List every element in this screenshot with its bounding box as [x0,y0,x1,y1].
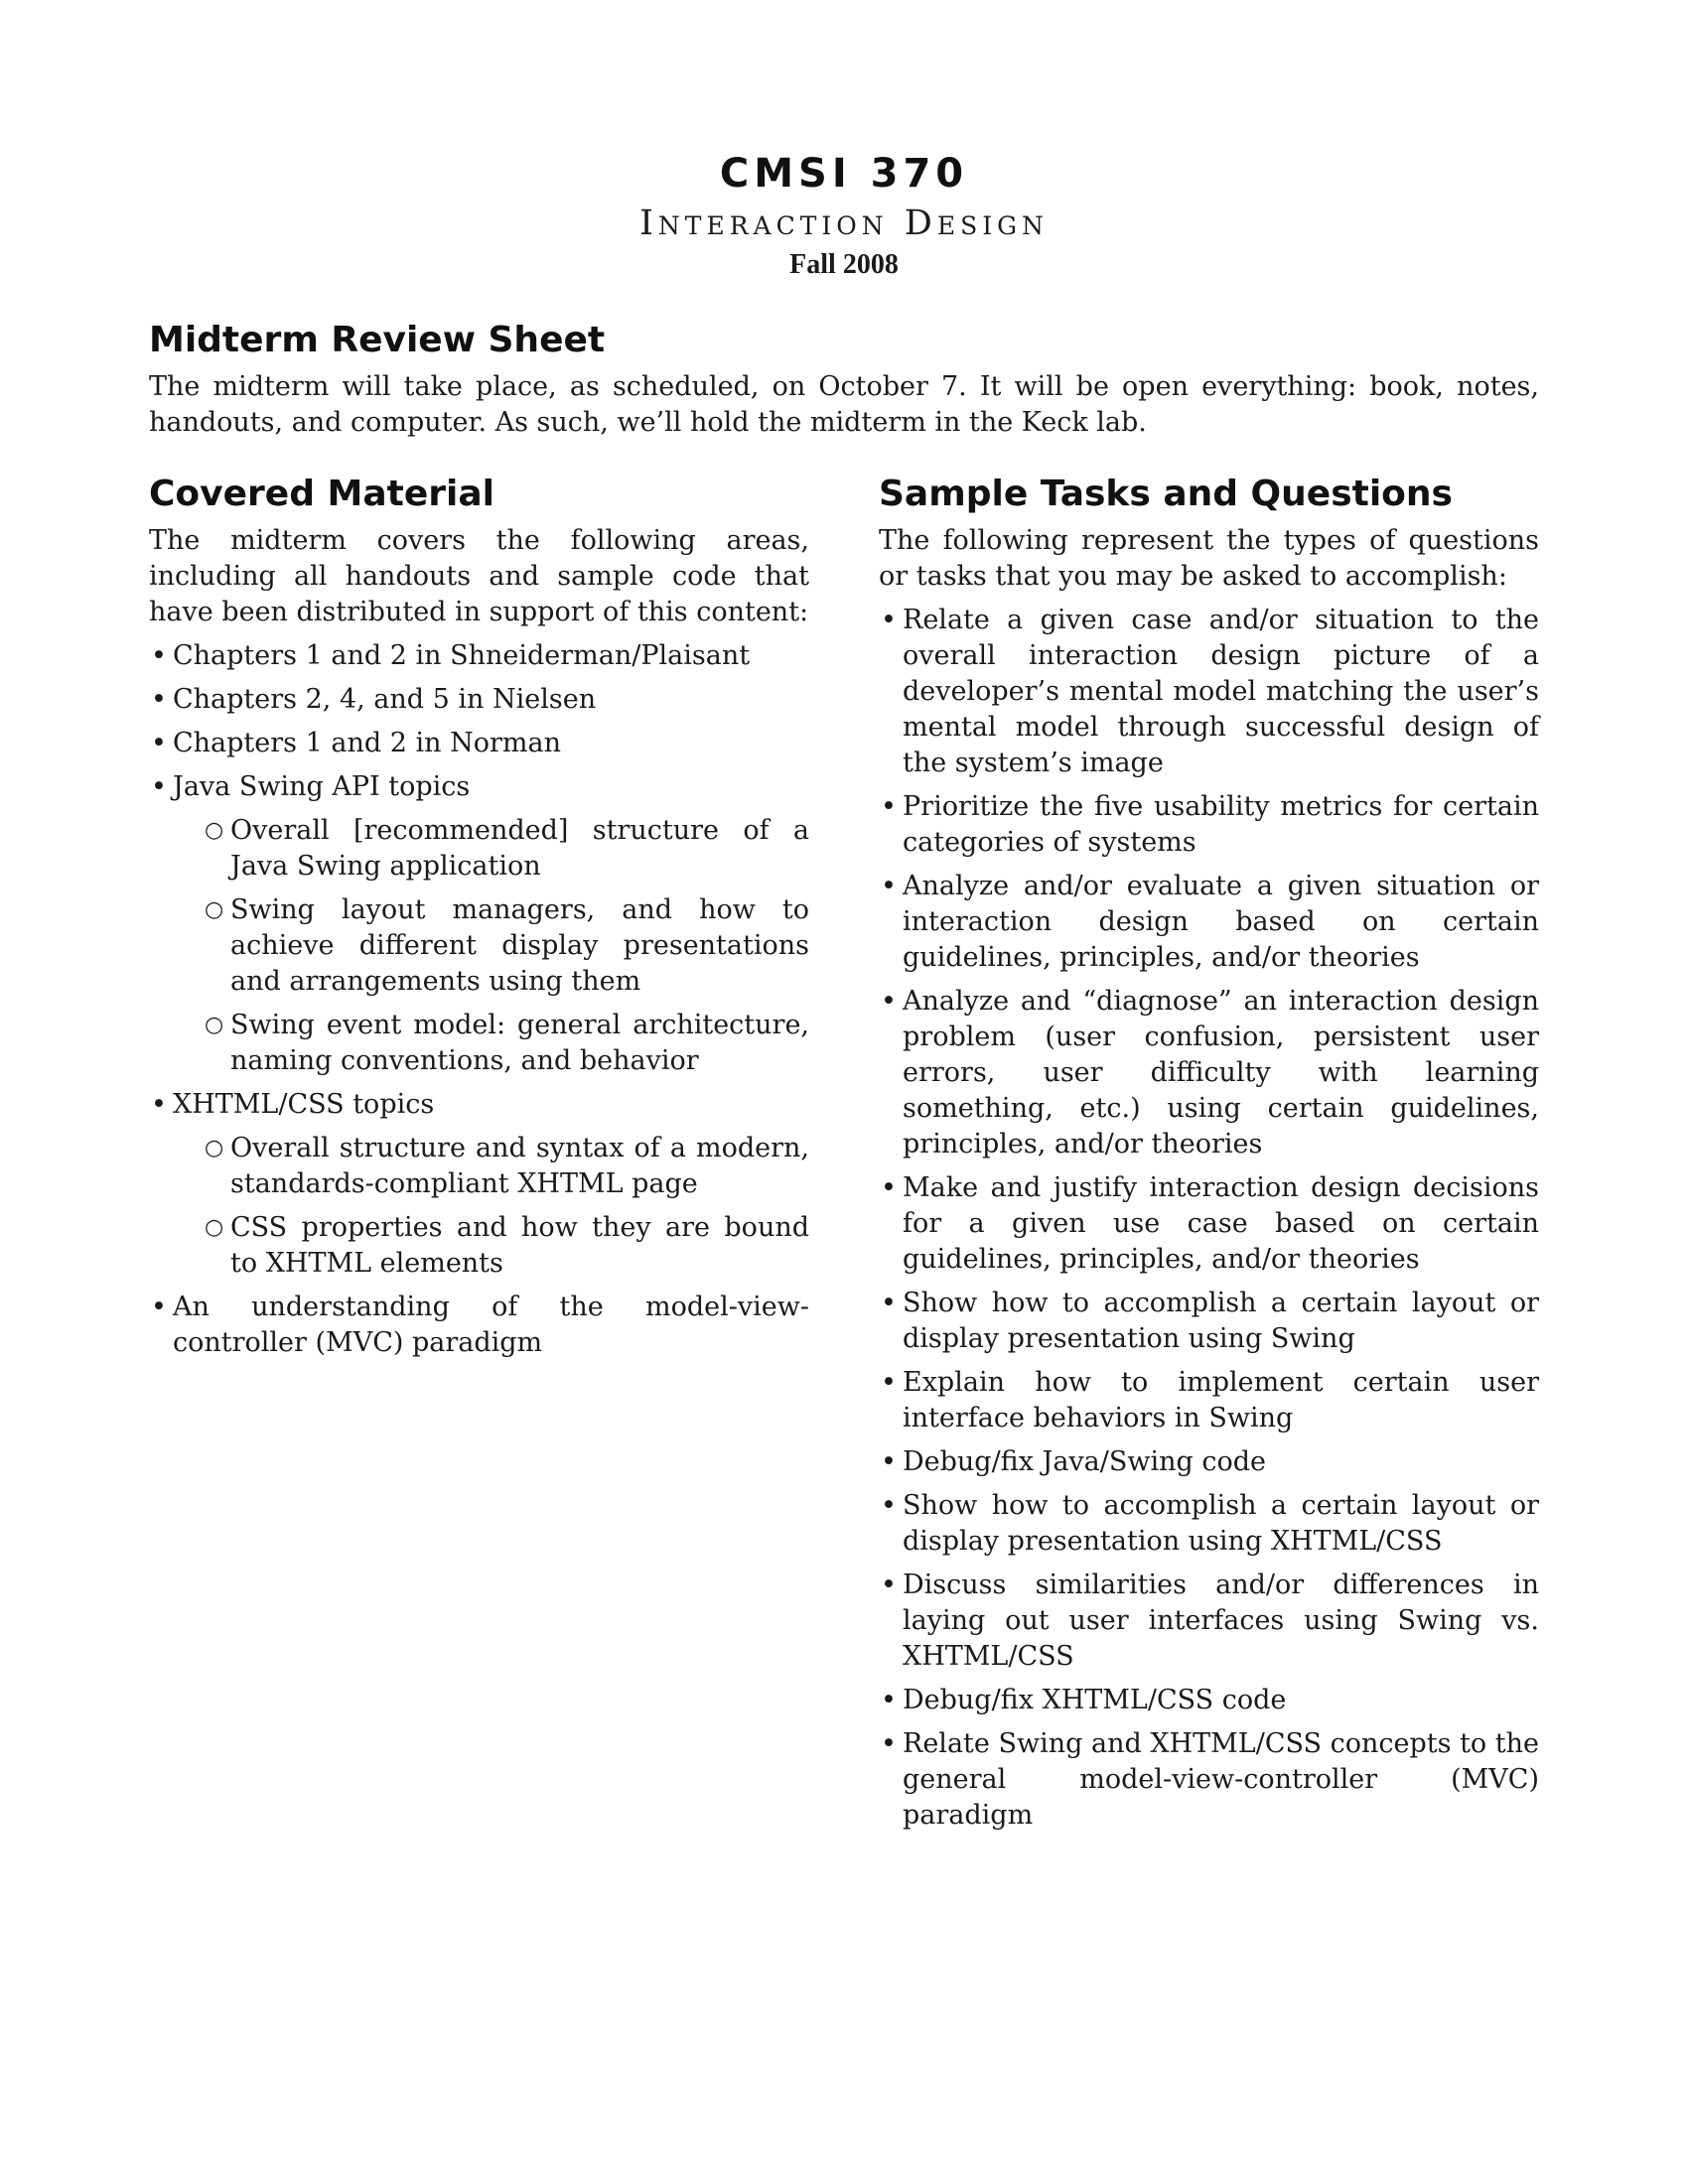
covered-item-text: Java Swing API topics [173,771,471,802]
task-item-text: Show how to accomplish a certain layout or display presentation using Swing [903,1288,1539,1354]
task-item-text: Debug/fix Java/Swing code [903,1446,1267,1477]
tasks-intro: The following represent the types of questions or tasks that you may be asked to accomplish: [879,525,1539,592]
covered-item-text: An understanding of the model-view-controller (MVC) paradigm [173,1292,809,1358]
task-item [879,1444,1539,1480]
bullet-icon: • [881,1685,897,1715]
bullet-icon: • [151,684,167,715]
task-item-text: Make and justify interaction design decisions for a given use case based on certain guidelines, principles, and/or theories [903,1172,1539,1275]
task-item [879,984,1539,1162]
course-code: CMSI 370 [719,151,969,197]
task-item-text: Relate Swing and XHTML/CSS concepts to the general model-view-controller (MVC) paradigm [903,1728,1539,1831]
bullet-icon: • [881,1288,897,1318]
circle-bullet-icon: ○ [205,818,224,843]
covered-subitem-text: Swing event model: general architecture, naming conventions, and behavior [230,1010,809,1076]
covered-item-text: Chapters 1 and 2 in Norman [173,728,561,758]
task-item [879,1170,1539,1278]
task-item-text: Discuss similarities and/or differences in laying out user interfaces using Swing vs. XHTML/CSS [903,1570,1539,1672]
circle-bullet-icon: ○ [205,897,224,922]
covered-subitem-text: Swing layout managers, and how to achieve different display presentations and arrangements using them [230,894,809,997]
section-title-covered: Covered Material [149,474,494,514]
task-item [879,603,1539,781]
task-item-text: Debug/fix XHTML/CSS code [903,1685,1287,1715]
circle-bullet-icon: ○ [205,1136,224,1160]
covered-sublist [173,813,809,1079]
bullet-icon: • [151,640,167,671]
circle-bullet-icon: ○ [205,1013,224,1037]
task-item-text: Show how to accomplish a certain layout or display presentation using XHTML/CSS [903,1490,1539,1557]
sample-tasks-column [879,472,1539,1834]
covered-material-column [149,472,809,1361]
bullet-icon: • [881,1728,897,1759]
task-item [879,1365,1539,1436]
bullet-icon: • [881,871,897,901]
covered-subitem-text: Overall [recommended] structure of a Java Swing application [230,815,809,882]
circle-bullet-icon: ○ [205,1215,224,1240]
covered-item [149,1087,809,1282]
task-item [879,1726,1539,1834]
covered-item-text: Chapters 1 and 2 in Shneiderman/Plaisant [173,640,751,671]
covered-intro: The midterm covers the following areas, including all handouts and sample code that have been distributed in support of this content: [149,525,809,627]
covered-subitem-text: Overall structure and syntax of a modern, standards-compliant XHTML page [230,1133,809,1199]
bullet-icon: • [881,1172,897,1203]
bullet-icon: • [881,605,897,635]
intro-section [149,318,1539,441]
section-title-midterm: Midterm Review Sheet [149,320,606,360]
task-item [879,869,1539,976]
task-item [879,789,1539,861]
task-item-text: Prioritize the five usability metrics for certain categories of systems [903,791,1539,858]
covered-item-text: XHTML/CSS topics [173,1089,435,1120]
bullet-icon: • [151,1089,167,1120]
task-item-text: Analyze and “diagnose” an interaction design problem (user confusion, persistent user errors, user difficulty with learning something, etc.) using certain guidelines, principles, and/or theories [903,986,1539,1160]
task-item [879,1488,1539,1560]
covered-item [149,682,809,718]
course-name: Interaction Design [639,204,1049,243]
task-item [879,1286,1539,1357]
covered-item [149,726,809,761]
covered-subitem [201,1131,809,1202]
covered-subitem-text: CSS properties and how they are bound to XHTML elements [230,1212,809,1279]
bullet-icon: • [881,986,897,1017]
bullet-icon: • [151,1292,167,1322]
covered-subitem [201,813,809,885]
covered-item [149,769,809,1079]
document-header [0,149,1688,282]
task-item-text: Analyze and/or evaluate a given situation or interaction design based on certain guidelines, principles, and/or theories [903,871,1539,973]
bullet-icon: • [151,771,167,802]
covered-subitem [201,1210,809,1282]
task-item [879,1683,1539,1718]
intro-paragraph: The midterm will take place, as scheduled, on October 7. It will be open everything: book, notes, handouts, and computer. As such, we’ll hold the midterm in the Keck lab. [149,371,1539,438]
bullet-icon: • [881,1570,897,1600]
covered-sublist [173,1131,809,1282]
bullet-icon: • [881,1367,897,1398]
covered-subitem [201,892,809,1000]
bullet-icon: • [151,728,167,758]
task-item-text: Explain how to implement certain user interface behaviors in Swing [903,1367,1539,1433]
covered-item [149,1290,809,1361]
bullet-icon: • [881,791,897,822]
covered-list [149,638,809,1361]
task-item-text: Relate a given case and/or situation to the overall interaction design picture of a developer’s mental model matching the user’s mental model through successful design of the system’s image [903,605,1539,778]
covered-item-text: Chapters 2, 4, and 5 in Nielsen [173,684,597,715]
section-title-tasks: Sample Tasks and Questions [879,474,1453,514]
tasks-list [879,603,1539,1834]
task-item [879,1568,1539,1675]
bullet-icon: • [881,1490,897,1521]
covered-item [149,638,809,674]
term: Fall 2008 [789,249,899,280]
bullet-icon: • [881,1446,897,1477]
covered-subitem [201,1008,809,1079]
